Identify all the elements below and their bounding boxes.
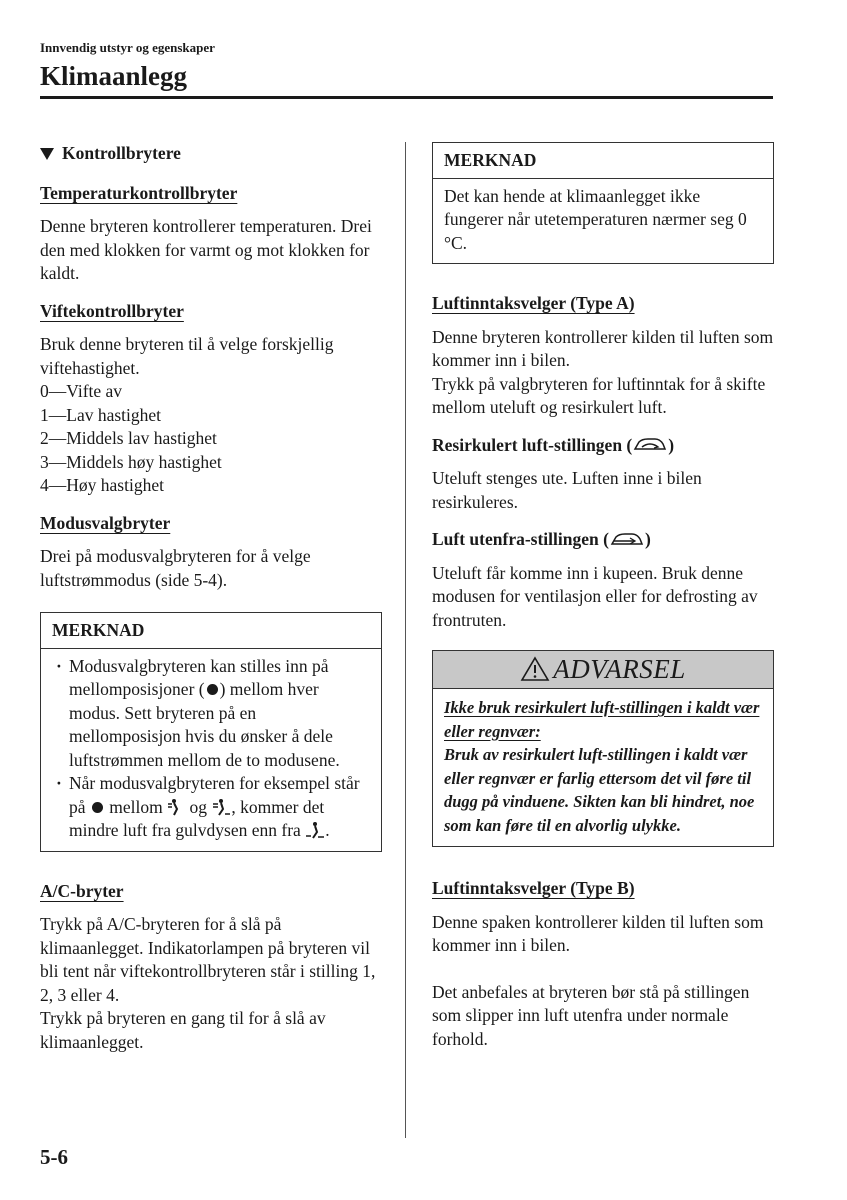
fan-section bbox=[40, 300, 382, 498]
recirc-section bbox=[432, 434, 774, 515]
fan-speed-item: 2—Middels lav hastighet bbox=[40, 428, 217, 448]
page-header bbox=[40, 40, 773, 93]
note-title: MERKNAD bbox=[41, 613, 381, 649]
type-a-section bbox=[432, 292, 774, 420]
mode-heading: Modusvalgbryter bbox=[40, 512, 171, 533]
temp-section bbox=[40, 182, 382, 286]
temp-heading: Temperaturkontrollbryter bbox=[40, 182, 238, 203]
bi-level-mode-icon bbox=[211, 798, 231, 816]
ac-text-2: Trykk på bryteren en gang til for å slå av klimaanlegget. bbox=[40, 1008, 326, 1052]
page-title: Klimaanlegg bbox=[40, 61, 187, 91]
triangle-down-icon bbox=[40, 148, 54, 160]
temp-text: Denne bryteren kontrollerer temperaturen. Drei den med klokken for varmt og mot klokken for kaldt. bbox=[40, 216, 372, 283]
note-bullets bbox=[52, 655, 370, 843]
type-b-section bbox=[432, 877, 774, 1051]
subheading-label: Kontrollbrytere bbox=[62, 143, 181, 163]
face-vent-mode-icon bbox=[167, 798, 185, 816]
outside-text: Uteluft får komme inn i kupeen. Bruk denne modusen for ventilasjon eller for defrosting av frontruten. bbox=[432, 562, 758, 630]
fan-heading: Viftekontrollbryter bbox=[40, 300, 184, 321]
section-label: Innvendig utstyr og egenskaper bbox=[40, 40, 215, 55]
recirc-heading: Resirkulert luft-stillingen ( ) bbox=[432, 434, 675, 455]
outside-air-icon bbox=[610, 532, 644, 548]
note-body: Det kan hende at klimaanlegget ikke fungerer når utetemperaturen nærmer seg 0 °C. bbox=[444, 185, 747, 253]
type-b-text-2: Det anbefales at bryteren bør stå på stillingen som slipper inn luft utenfra under normale forhold. bbox=[432, 981, 750, 1049]
fan-speed-item: 3—Middels høy hastighet bbox=[40, 451, 222, 472]
mode-text: Drei på modusvalgbryteren for å velge luftstrømmodus (side 5-4). bbox=[40, 546, 311, 590]
warning-triangle-icon bbox=[520, 656, 550, 682]
warning-lead: Ikke bruk resirkulert luft-stillingen i kaldt vær eller regnvær: bbox=[444, 698, 760, 741]
right-column bbox=[432, 142, 774, 1065]
subheading-controls bbox=[40, 142, 382, 166]
page-number: 5-6 bbox=[40, 1145, 68, 1169]
outside-heading: Luft utenfra-stillingen ( ) bbox=[432, 529, 651, 549]
note-box-temperature bbox=[432, 142, 774, 264]
filled-dot-icon bbox=[207, 684, 218, 695]
fan-text: Bruk denne bryteren til å velge forskjellig viftehastighet. bbox=[40, 334, 334, 378]
ac-text-1: Trykk på A/C-bryteren for å slå på klimaanlegget. Indikatorlampen på bryteren vil bli tent når viftekontrollbryteren står i stilling 1, 2, 3 eller 4. bbox=[40, 914, 376, 1005]
note-box-mode bbox=[40, 612, 382, 852]
note-body bbox=[41, 649, 381, 851]
mode-section bbox=[40, 512, 382, 593]
type-b-text-1: Denne spaken kontrollerer kilden til luften som kommer inn i bilen. bbox=[432, 911, 764, 955]
column-divider bbox=[405, 142, 406, 1138]
note-bullet: · Når modusvalgbryteren for eksempel står på mellom og , kommer det mindre luft fra gulvdysen enn fra . bbox=[52, 772, 370, 843]
warning-header bbox=[433, 651, 773, 689]
fan-speed-item: 1—Lav hastighet bbox=[40, 404, 162, 425]
type-b-heading: Luftinntaksvelger (Type B) bbox=[432, 878, 635, 898]
warning-box bbox=[432, 650, 774, 847]
warning-text: Bruk av resirkulert luft-stillingen i kaldt vær eller regnvær er farlig ettersom det vil føre til dugg på vinduene. Sikten kan bli hindret, noe som kan føre til en alvorlig ulykke. bbox=[444, 745, 755, 835]
ac-section bbox=[40, 880, 382, 1055]
warning-body bbox=[433, 689, 773, 846]
left-column bbox=[40, 142, 382, 1068]
floor-mode-icon bbox=[305, 821, 325, 839]
fan-speed-item: 4—Høy hastighet bbox=[40, 475, 164, 495]
type-a-heading: Luftinntaksvelger (Type A) bbox=[432, 293, 635, 313]
header-rule bbox=[40, 96, 773, 99]
recirc-text: Uteluft stenges ute. Luften inne i bilen resirkuleres. bbox=[432, 468, 702, 512]
outside-section bbox=[432, 528, 774, 632]
note-title: MERKNAD bbox=[433, 143, 773, 179]
type-a-text-2: Trykk på valgbryteren for luftinntak for å skifte mellom uteluft og resirkulert luft. bbox=[432, 373, 766, 417]
type-a-text-1: Denne bryteren kontrollerer kilden til luften som kommer inn i bilen. bbox=[432, 326, 774, 370]
recirculate-air-icon bbox=[633, 437, 667, 453]
fan-speed-item: 0—Vifte av bbox=[40, 381, 123, 401]
ac-heading: A/C-bryter bbox=[40, 880, 124, 901]
filled-dot-icon bbox=[92, 802, 103, 813]
warning-title: ADVARSEL bbox=[553, 654, 686, 684]
fan-speed-list bbox=[40, 380, 382, 498]
note-bullet: · Modusvalgbryteren kan stilles inn på mellomposisjoner ( ) mellom hver modus. Sett bryteren på en mellomposisjon hvis du ønsker å dele luftstrømmen mellom de to modusene. bbox=[52, 655, 370, 773]
